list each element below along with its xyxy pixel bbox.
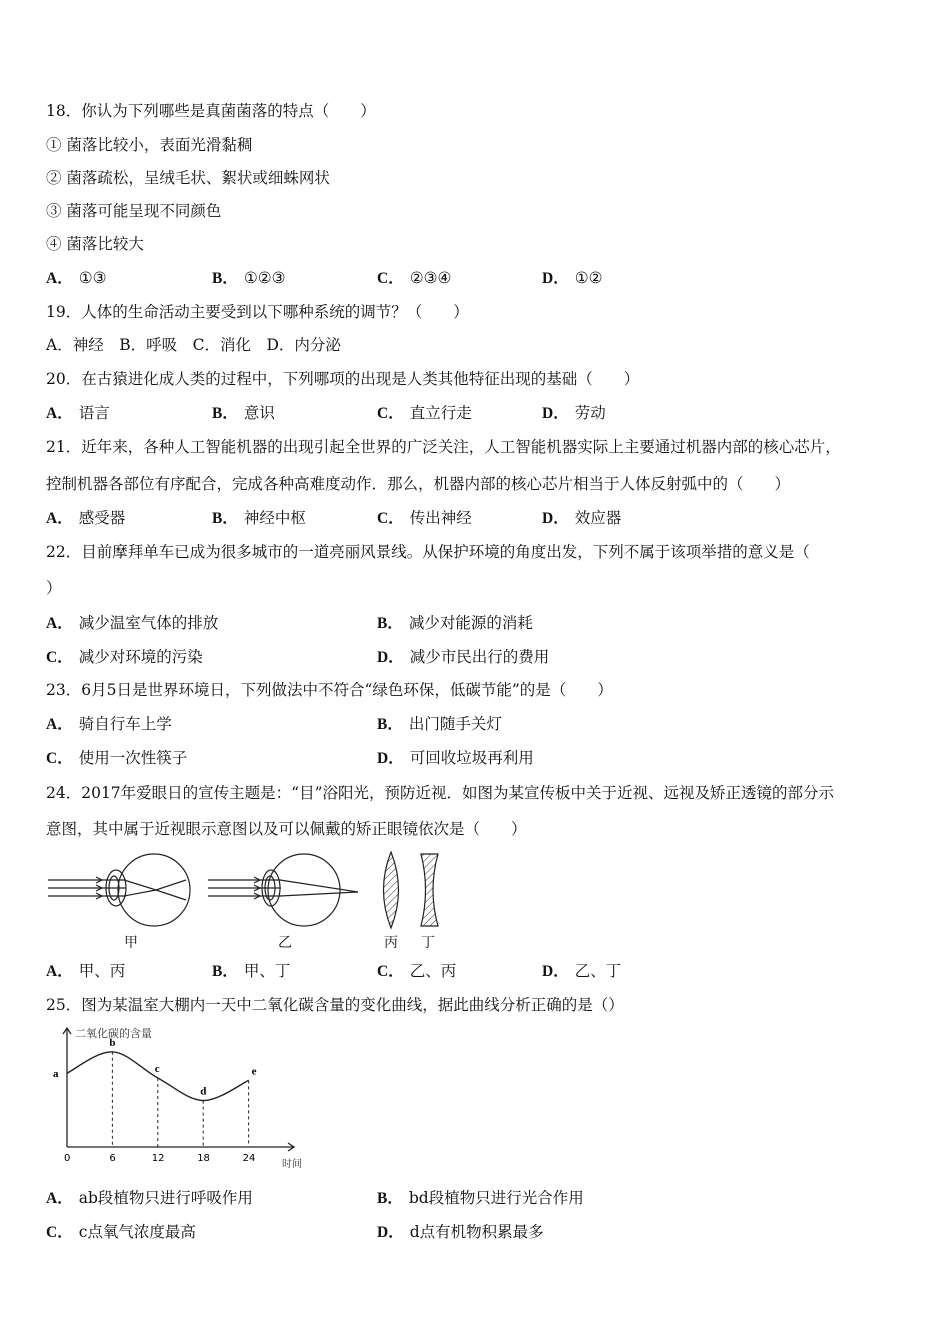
q19-stem: 19．人体的生命活动主要受到以下哪种系统的调节？（ ）: [46, 303, 469, 321]
co2-chart-svg: [44, 1022, 314, 1172]
q21-option-a: A． 感受器: [46, 509, 126, 527]
point-label-e: e: [251, 1065, 257, 1078]
point-label-d: d: [200, 1085, 207, 1098]
q20-stem: 20．在古猿进化成人类的过程中，下列哪项的出现是人类其他特征出现的基础（ ）: [46, 370, 640, 388]
co2-chart: [44, 1022, 314, 1172]
q23-option-d: D． 可回收垃圾再利用: [377, 749, 534, 767]
point-label-c: c: [154, 1062, 160, 1075]
q22-stem-line2: ）: [46, 579, 62, 597]
figure-label-ding: 丁: [421, 935, 435, 951]
q21-stem-line1: 21．近年来，各种人工智能机器的出现引起全世界的广泛关注，人工智能机器实际上主要通过机器内部的核心芯片，: [46, 438, 841, 456]
y-axis-label: 二氧化碳的含量: [75, 1027, 152, 1040]
q22-stem-line1: 22．目前摩拜单车已成为很多城市的一道亮丽风景线。从保护环境的角度出发，下列不属于该项举措的意义是（: [46, 543, 810, 561]
q19-options: A．神经 B．呼吸 C．消化 D．内分泌: [46, 336, 341, 354]
point-label-b: b: [109, 1036, 116, 1049]
q23-option-b: B． 出门随手关灯: [377, 715, 502, 733]
q18-option-a: A． ①③: [46, 269, 107, 287]
q25-option-a: A． ab段植物只进行呼吸作用: [46, 1189, 253, 1207]
q18-item-4: ④ 菌落比较大: [46, 235, 144, 253]
q18-item-3: ③ 菌落可能呈现不同颜色: [46, 202, 222, 220]
q22-option-c: C． 减少对环境的污染: [46, 648, 203, 666]
x-axis-label: 时间: [282, 1159, 302, 1170]
x-tick-0: 0: [64, 1153, 71, 1164]
q22-option-d: D． 减少市民出行的费用: [377, 648, 550, 666]
q25-stem: 25．图为某温室大棚内一天中二氧化碳含量的变化曲线，据此曲线分析正确的是（）: [46, 996, 624, 1014]
q24-option-b: B． 甲、丁: [212, 962, 291, 980]
x-tick-24: 24: [242, 1153, 256, 1164]
q18-option-b: B． ①②③: [212, 269, 286, 287]
co2-curve: [67, 1052, 249, 1101]
concave-lens-ding: [421, 854, 438, 926]
q18-option-d: D． ①②: [542, 269, 603, 287]
q25-option-b: B． bd段植物只进行光合作用: [377, 1189, 584, 1207]
q24-option-c: C． 乙、丙: [377, 962, 457, 980]
q20-option-c: C． 直立行走: [377, 404, 472, 422]
figure-label-bing: 丙: [384, 935, 398, 951]
eye-yi: [208, 854, 358, 926]
q21-option-c: C． 传出神经: [377, 509, 472, 527]
q25-option-c: C． c点氧气浓度最高: [46, 1223, 196, 1241]
q24-option-d: D． 乙、丁: [542, 962, 622, 980]
convex-lens-bing: [384, 852, 399, 928]
q18-item-1: ① 菌落比较小，表面光滑黏稠: [46, 136, 253, 154]
q24-stem-line1: 24．2017年爱眼日的宣传主题是：“目”浴阳光，预防近视．如图为某宣传板中关于近视、远视及矫正透镜的部分示: [46, 784, 835, 802]
q20-option-d: D． 劳动: [542, 404, 606, 422]
q22-option-a: A． 减少温室气体的排放: [46, 614, 219, 632]
figure-label-jia: 甲: [124, 935, 138, 951]
x-tick-6: 6: [109, 1153, 116, 1164]
eye-lens-figure: [46, 850, 466, 950]
x-tick-18: 18: [197, 1153, 210, 1164]
q25-option-d: D． d点有机物积累最多: [377, 1223, 544, 1241]
point-label-a: a: [53, 1068, 59, 1081]
q20-option-a: A． 语言: [46, 404, 110, 422]
q21-option-b: B． 神经中枢: [212, 509, 306, 527]
q21-option-d: D． 效应器: [542, 509, 622, 527]
figure-label-yi: 乙: [278, 935, 292, 951]
q23-option-c: C． 使用一次性筷子: [46, 749, 188, 767]
q20-option-b: B． 意识: [212, 404, 275, 422]
q22-option-b: B． 减少对能源的消耗: [377, 614, 533, 632]
q21-stem-line2: 控制机器各部位有序配合，完成各种高难度动作．那么，机器内部的核心芯片相当于人体反射弧中的（ ）: [46, 475, 791, 493]
eye-jia: [48, 854, 190, 926]
q23-stem: 23．6月5日是世界环境日，下列做法中不符合“绿色环保，低碳节能”的是（ ）: [46, 681, 613, 699]
eye-lens-diagram: [46, 850, 466, 950]
q18-option-c: C． ②③④: [377, 269, 452, 287]
q24-option-a: A． 甲、丙: [46, 962, 126, 980]
q24-stem-line2: 意图，其中属于近视眼示意图以及可以佩戴的矫正眼镜依次是（ ）: [46, 820, 527, 838]
q18-item-2: ② 菌落疏松，呈绒毛状、絮状或细蛛网状: [46, 169, 330, 187]
q23-option-a: A． 骑自行车上学: [46, 715, 172, 733]
q18-stem: 18．你认为下列哪些是真菌菌落的特点（ ）: [46, 102, 376, 120]
x-tick-12: 12: [151, 1153, 165, 1164]
